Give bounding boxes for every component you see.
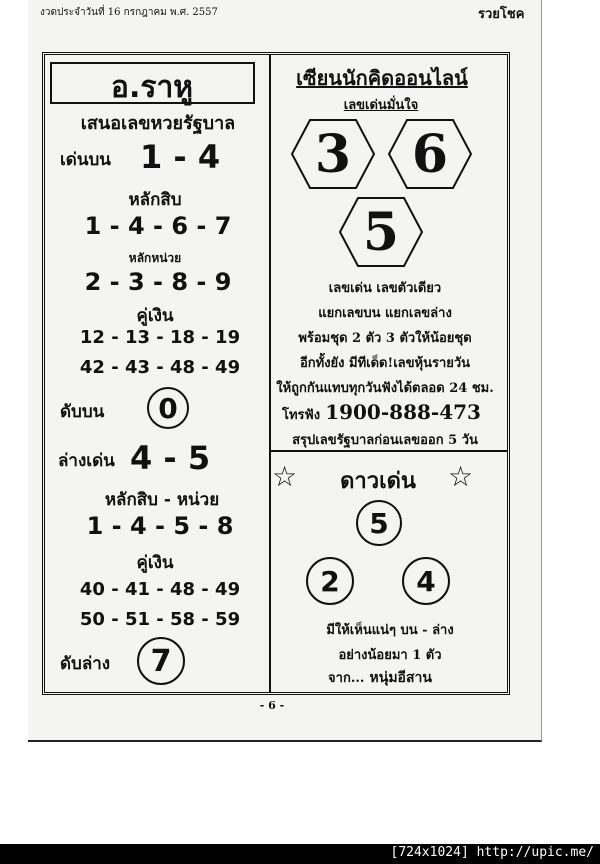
star-number-circle: 4	[402, 557, 450, 605]
star-line: มีให้เห็นแน่ๆ บน - ล่าง	[326, 623, 454, 638]
top-lead-label: เด่นบน	[60, 150, 111, 170]
publication-name: รวยโชค	[478, 7, 525, 22]
bottom-lead-value: 4 - 5	[130, 439, 211, 477]
column-divider	[269, 55, 271, 692]
tens-units-value: 1 - 4 - 5 - 8	[86, 512, 234, 540]
pairs-row: 12 - 13 - 18 - 19	[79, 327, 241, 348]
bottom-lead-label: ล่างเด่น	[58, 451, 115, 471]
promo-line: พร้อมชุด 2 ตัว 3 ตัวให้น้อยชุด	[298, 331, 472, 346]
phone-label: โทรฟัง	[282, 408, 321, 423]
pairs2-label: คู่เงิน	[136, 553, 174, 573]
from-label: จาก...	[328, 671, 365, 686]
bottom-off-label: ดับล่าง	[60, 654, 111, 674]
tens-units-label: หลักสิบ - หน่วย	[104, 490, 220, 510]
pairs2-row: 50 - 51 - 58 - 59	[79, 609, 241, 630]
promo-line: แยกเลขบน แยกเลขล่าง	[318, 306, 452, 321]
pairs2-row: 40 - 41 - 48 - 49	[79, 579, 241, 600]
star-line: อย่างน้อยมา 1 ตัว	[338, 648, 442, 663]
phone-line	[282, 400, 481, 425]
promo-line: ให้ถูกกันแทบทุกวันฟังได้ตลอด 24 ชม.	[276, 381, 494, 396]
hexagon-number: 6	[387, 118, 473, 190]
right-title: เซียนนักคิดออนไลน์	[296, 66, 468, 90]
units-label: หลักหน่วย	[128, 251, 182, 265]
issue-date: งวดประจำวันที่ 16 กรกฎาคม พ.ศ. 2557	[40, 7, 218, 18]
left-title: อ.ราหู	[110, 70, 194, 105]
author-name: หนุ่มอีสาน	[369, 670, 432, 686]
section-divider	[271, 450, 508, 452]
tens-value: 1 - 4 - 6 - 7	[84, 212, 232, 240]
watermark-text: [724x1024] http://upic.me/	[390, 845, 594, 860]
page-number: - 6 -	[259, 699, 285, 712]
top-off-circle: 0	[147, 387, 189, 429]
right-subtitle: เลขเด่นมั่นใจ	[343, 98, 419, 113]
summary-line: สรุปเลขรัฐบาลก่อนเลขออก 5 วัน	[292, 433, 478, 448]
pairs-row: 42 - 43 - 48 - 49	[79, 357, 241, 378]
bottom-off-circle: 7	[137, 637, 185, 685]
star-icon: ☆	[272, 460, 298, 493]
star-icon: ☆	[448, 460, 474, 493]
tens-label: หลักสิบ	[128, 190, 182, 210]
author-line	[328, 667, 432, 689]
phone-number: 1900-888-473	[325, 400, 481, 424]
top-off-label: ดับบน	[60, 402, 105, 422]
top-lead-value: 1 - 4	[140, 138, 221, 176]
hexagon-number: 5	[338, 196, 424, 268]
star-number-circle: 2	[306, 557, 354, 605]
hexagon-number: 3	[290, 118, 376, 190]
left-subtitle: เสนอเลขหวยรัฐบาล	[80, 113, 236, 134]
star-number-circle: 5	[356, 500, 402, 546]
promo-line: เลขเด่น เลขตัวเดียว	[328, 281, 442, 296]
watermark-bar	[0, 844, 600, 864]
pairs-label: คู่เงิน	[136, 306, 174, 326]
units-value: 2 - 3 - 8 - 9	[84, 268, 232, 296]
promo-line: อีกทั้งยัง มีทีเด็ด!เลขหุ้นรายวัน	[299, 356, 471, 371]
star-title: ดาวเด่น	[340, 469, 416, 494]
